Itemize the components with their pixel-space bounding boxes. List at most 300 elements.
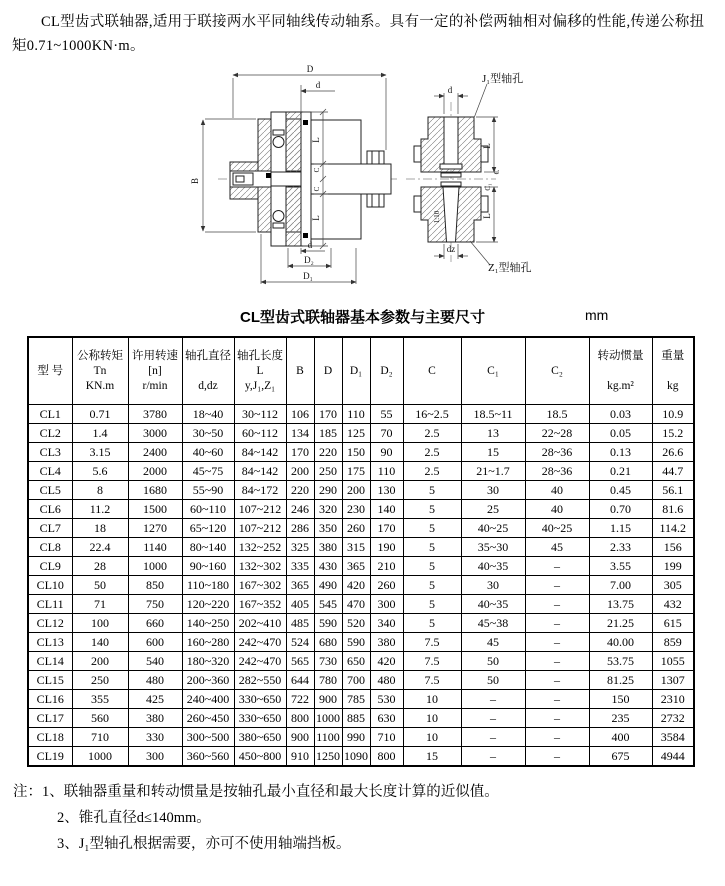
- cell: 18.5~11: [461, 405, 525, 424]
- cell: 28: [72, 557, 128, 576]
- cell: 40: [525, 481, 589, 500]
- table-title-row: [0, 306, 725, 330]
- table-row: [28, 462, 694, 481]
- cell: CL14: [28, 652, 72, 671]
- cell: 490: [314, 576, 342, 595]
- cell: 560: [72, 709, 128, 728]
- cell: 200: [342, 481, 370, 500]
- table-row: [28, 576, 694, 595]
- cell: 71: [72, 595, 128, 614]
- table-row: [28, 557, 694, 576]
- cell: 565: [286, 652, 314, 671]
- cell: 5: [403, 595, 461, 614]
- cell: –: [525, 652, 589, 671]
- cell: 130: [370, 481, 403, 500]
- cell: 0.13: [589, 443, 652, 462]
- cell: 650: [342, 652, 370, 671]
- technical-drawing: [138, 60, 668, 302]
- table-row: [28, 595, 694, 614]
- table-title: CL型齿式联轴器基本参数与主要尺寸: [240, 309, 485, 326]
- table-row: [28, 671, 694, 690]
- cell: 3.55: [589, 557, 652, 576]
- note-text: 1、联轴器重量和转动惯量是按轴孔最小直径和最大长度计算的近似值。: [42, 784, 499, 800]
- cell: 400: [589, 728, 652, 747]
- table-header-cell: D₁: [342, 337, 370, 405]
- cell: 1307: [652, 671, 694, 690]
- cell: 242~470: [234, 652, 286, 671]
- cell: 140~250: [182, 614, 234, 633]
- cell: 710: [72, 728, 128, 747]
- cell: 40.00: [589, 633, 652, 652]
- cell: 156: [652, 538, 694, 557]
- cell: 134: [286, 424, 314, 443]
- cell: 202~410: [234, 614, 286, 633]
- cell: –: [525, 557, 589, 576]
- cell: 84~172: [234, 481, 286, 500]
- cell: 185: [314, 424, 342, 443]
- cell: 425: [128, 690, 182, 709]
- cell: 80~140: [182, 538, 234, 557]
- cell: 290: [314, 481, 342, 500]
- cell: 55~90: [182, 481, 234, 500]
- cell: 28~36: [525, 443, 589, 462]
- cell: 170: [286, 443, 314, 462]
- cell: 1.15: [589, 519, 652, 538]
- cell: CL13: [28, 633, 72, 652]
- cell: 282~550: [234, 671, 286, 690]
- cell: 3.15: [72, 443, 128, 462]
- cell: 885: [342, 709, 370, 728]
- cell: CL17: [28, 709, 72, 728]
- cell: 81.25: [589, 671, 652, 690]
- cell: 644: [286, 671, 314, 690]
- table-header-cell: 重量 kg: [652, 337, 694, 405]
- cell: 1140: [128, 538, 182, 557]
- cell: 250: [72, 671, 128, 690]
- cell: 5.6: [72, 462, 128, 481]
- cell: CL2: [28, 424, 72, 443]
- cell: 2732: [652, 709, 694, 728]
- cell: 530: [370, 690, 403, 709]
- cell: 910: [286, 747, 314, 767]
- cell: 730: [314, 652, 342, 671]
- cell: 107~212: [234, 519, 286, 538]
- table-body: [28, 405, 694, 767]
- cell: 675: [589, 747, 652, 767]
- cell: 710: [370, 728, 403, 747]
- cell: 21.25: [589, 614, 652, 633]
- cell: 65~120: [182, 519, 234, 538]
- cell: 246: [286, 500, 314, 519]
- cell: 84~142: [234, 462, 286, 481]
- cell: 325: [286, 538, 314, 557]
- cell: 235: [589, 709, 652, 728]
- cell: 2.5: [403, 424, 461, 443]
- drawing-label: L: [482, 143, 492, 149]
- cell: –: [525, 709, 589, 728]
- cell: 470: [342, 595, 370, 614]
- cell: 1680: [128, 481, 182, 500]
- drawing-label: L: [311, 215, 321, 221]
- cell: 545: [314, 595, 342, 614]
- cell: CL10: [28, 576, 72, 595]
- cell: 40~35: [461, 557, 525, 576]
- cell: 1000: [128, 557, 182, 576]
- table-header-cell: 型 号: [28, 337, 72, 405]
- cell: 722: [286, 690, 314, 709]
- cell: 5: [403, 519, 461, 538]
- cell: –: [525, 747, 589, 767]
- cell: CL7: [28, 519, 72, 538]
- cell: 13: [461, 424, 525, 443]
- cell: 18: [72, 519, 128, 538]
- table-header-cell: 转动惯量 kg.m²: [589, 337, 652, 405]
- table-header-cell: C: [403, 337, 461, 405]
- cell: 420: [342, 576, 370, 595]
- cell: 240~400: [182, 690, 234, 709]
- drawing-label: C: [313, 167, 321, 173]
- cell: 35~30: [461, 538, 525, 557]
- cell: 56.1: [652, 481, 694, 500]
- cell: CL5: [28, 481, 72, 500]
- cell: 1270: [128, 519, 182, 538]
- cell: 380~650: [234, 728, 286, 747]
- cell: 7.5: [403, 633, 461, 652]
- cell: 200: [286, 462, 314, 481]
- cell: 260~450: [182, 709, 234, 728]
- cell: 15: [461, 443, 525, 462]
- cell: 5: [403, 500, 461, 519]
- cell: 120~220: [182, 595, 234, 614]
- cell: 750: [128, 595, 182, 614]
- cell: 3000: [128, 424, 182, 443]
- cell: 330: [128, 728, 182, 747]
- cell: 330~650: [234, 690, 286, 709]
- drawing-label: d: [315, 80, 321, 90]
- drawing-label: B: [190, 177, 200, 185]
- cell: 2.33: [589, 538, 652, 557]
- table-header-cell: 轴孔长度 L y,J₁,Z₁: [234, 337, 286, 405]
- cell: 100: [72, 614, 128, 633]
- drawing-area: [0, 60, 725, 304]
- cell: 380: [370, 633, 403, 652]
- cell: 2000: [128, 462, 182, 481]
- cell: 700: [342, 671, 370, 690]
- table-header-cell: D₂: [370, 337, 403, 405]
- table-row: [28, 405, 694, 424]
- table-row: [28, 633, 694, 652]
- cell: 590: [342, 633, 370, 652]
- cell: 5: [403, 576, 461, 595]
- cell: 365: [286, 576, 314, 595]
- cell: 30: [461, 481, 525, 500]
- cell: 1000: [314, 709, 342, 728]
- cell: 380: [128, 709, 182, 728]
- cell: 125: [342, 424, 370, 443]
- cell: 4944: [652, 747, 694, 767]
- cell: 150: [342, 443, 370, 462]
- cell: 420: [370, 652, 403, 671]
- cell: CL1: [28, 405, 72, 424]
- cell: 242~470: [234, 633, 286, 652]
- cell: 2310: [652, 690, 694, 709]
- table-row: [28, 728, 694, 747]
- cell: 15: [403, 747, 461, 767]
- cell: 16~2.5: [403, 405, 461, 424]
- table-header-cell: B: [286, 337, 314, 405]
- cell: 250: [314, 462, 342, 481]
- cell: 590: [314, 614, 342, 633]
- note-line: 3、J₁型轴孔根据需要，亦可不使用轴端挡板。: [57, 836, 351, 852]
- cell: 600: [128, 633, 182, 652]
- cell: 315: [342, 538, 370, 557]
- cell: 0.03: [589, 405, 652, 424]
- cell: 7.00: [589, 576, 652, 595]
- table-row: [28, 690, 694, 709]
- cell: 106: [286, 405, 314, 424]
- cell: 5: [403, 481, 461, 500]
- cell: 30~50: [182, 424, 234, 443]
- cell: 40~35: [461, 595, 525, 614]
- cell: 5: [403, 614, 461, 633]
- cell: 1055: [652, 652, 694, 671]
- cell: 220: [286, 481, 314, 500]
- cell: CL16: [28, 690, 72, 709]
- cell: 0.71: [72, 405, 128, 424]
- cell: 350: [314, 519, 342, 538]
- cell: 167~352: [234, 595, 286, 614]
- cell: 900: [286, 728, 314, 747]
- drawing-label: D: [306, 64, 314, 74]
- cell: 10: [403, 709, 461, 728]
- cell: 405: [286, 595, 314, 614]
- cell: CL6: [28, 500, 72, 519]
- cell: 60~112: [234, 424, 286, 443]
- cell: 40: [525, 500, 589, 519]
- cell: 1000: [72, 747, 128, 767]
- cell: 167~302: [234, 576, 286, 595]
- drawing-label: 1:10: [433, 210, 441, 224]
- cell: –: [525, 671, 589, 690]
- cell: 40~25: [525, 519, 589, 538]
- table-row: [28, 481, 694, 500]
- cell: 430: [314, 557, 342, 576]
- cell: 22~28: [525, 424, 589, 443]
- table-header-cell: D: [314, 337, 342, 405]
- cell: 2.5: [403, 443, 461, 462]
- cell: 780: [314, 671, 342, 690]
- cell: 305: [652, 576, 694, 595]
- table-row: [28, 709, 694, 728]
- cell: 800: [286, 709, 314, 728]
- cell: 859: [652, 633, 694, 652]
- cell: 260: [370, 576, 403, 595]
- cell: 7.5: [403, 671, 461, 690]
- cell: 11.2: [72, 500, 128, 519]
- cell: 160~280: [182, 633, 234, 652]
- drawing-label: d: [307, 240, 313, 250]
- cell: 524: [286, 633, 314, 652]
- note-line: 2、锥孔直径d≤140mm。: [57, 810, 211, 826]
- drawing-label: d: [447, 85, 453, 95]
- header-row: [28, 337, 694, 405]
- intro-paragraph: CL型齿式联轴器,适用于联接两水平同轴线传动轴系。具有一定的补偿两轴相对偏移的性能,传递公称扭矩0.71~1000KN·m。: [12, 14, 705, 54]
- cell: CL4: [28, 462, 72, 481]
- cell: 50: [72, 576, 128, 595]
- cell: 0.45: [589, 481, 652, 500]
- drawing-label: C: [313, 186, 321, 192]
- cell: 680: [314, 633, 342, 652]
- unit-label: mm: [585, 307, 609, 323]
- cell: 40~25: [461, 519, 525, 538]
- cell: –: [525, 728, 589, 747]
- cell: 660: [128, 614, 182, 633]
- table-header-cell: C₂: [525, 337, 589, 405]
- cell: 5: [403, 538, 461, 557]
- cell: 110~180: [182, 576, 234, 595]
- table-row: [28, 424, 694, 443]
- cell: 1250: [314, 747, 342, 767]
- table-row: [28, 614, 694, 633]
- notes: [13, 779, 725, 857]
- cell: 60~110: [182, 500, 234, 519]
- cell: 260: [342, 519, 370, 538]
- cell: 10.9: [652, 405, 694, 424]
- cell: CL15: [28, 671, 72, 690]
- cell: 630: [370, 709, 403, 728]
- cell: 110: [370, 462, 403, 481]
- cell: CL12: [28, 614, 72, 633]
- cell: 150: [589, 690, 652, 709]
- drawing-label: D₂: [304, 255, 314, 265]
- cell: 110: [342, 405, 370, 424]
- drawing-label: J₁型轴孔: [482, 73, 524, 85]
- table-header-cell: 轴孔直径 d,dz: [182, 337, 234, 405]
- cell: 45~75: [182, 462, 234, 481]
- cell: 1500: [128, 500, 182, 519]
- cell: 25: [461, 500, 525, 519]
- cell: 50: [461, 652, 525, 671]
- cell: 320: [314, 500, 342, 519]
- cell: 70: [370, 424, 403, 443]
- cell: 3780: [128, 405, 182, 424]
- cell: 30~112: [234, 405, 286, 424]
- cell: CL8: [28, 538, 72, 557]
- cell: 170: [314, 405, 342, 424]
- table-header-cell: C₁: [461, 337, 525, 405]
- cell: 84~142: [234, 443, 286, 462]
- cell: 114.2: [652, 519, 694, 538]
- cell: 18.5: [525, 405, 589, 424]
- cell: 1100: [314, 728, 342, 747]
- cell: 360~560: [182, 747, 234, 767]
- cell: 800: [370, 747, 403, 767]
- cell: 286: [286, 519, 314, 538]
- cell: 199: [652, 557, 694, 576]
- cell: 40~60: [182, 443, 234, 462]
- cell: 107~212: [234, 500, 286, 519]
- cell: –: [525, 576, 589, 595]
- cell: 28~36: [525, 462, 589, 481]
- cell: –: [461, 747, 525, 767]
- cell: 18~40: [182, 405, 234, 424]
- cell: 1090: [342, 747, 370, 767]
- drawing-label: dz: [446, 244, 456, 254]
- cell: 26.6: [652, 443, 694, 462]
- table-header-cell: 许用转速 [n] r/min: [128, 337, 182, 405]
- cell: 81.6: [652, 500, 694, 519]
- cell: 175: [342, 462, 370, 481]
- cell: 90: [370, 443, 403, 462]
- cell: –: [525, 595, 589, 614]
- cell: 10: [403, 690, 461, 709]
- note-line: [13, 779, 725, 805]
- table-row: [28, 443, 694, 462]
- cell: CL18: [28, 728, 72, 747]
- cell: 0.05: [589, 424, 652, 443]
- cell: CL19: [28, 747, 72, 767]
- drawing-label: C: [493, 169, 501, 175]
- cell: 432: [652, 595, 694, 614]
- cell: 21~1.7: [461, 462, 525, 481]
- cell: CL3: [28, 443, 72, 462]
- cell: 190: [370, 538, 403, 557]
- cell: 30: [461, 576, 525, 595]
- drawing-label: C₁: [484, 183, 492, 191]
- cell: 520: [342, 614, 370, 633]
- cell: 132~302: [234, 557, 286, 576]
- cell: 44.7: [652, 462, 694, 481]
- cell: 485: [286, 614, 314, 633]
- cell: 45~38: [461, 614, 525, 633]
- cell: CL9: [28, 557, 72, 576]
- cell: 2400: [128, 443, 182, 462]
- table-row: [28, 519, 694, 538]
- cell: –: [461, 728, 525, 747]
- cell: 850: [128, 576, 182, 595]
- cell: 900: [314, 690, 342, 709]
- table-row: [28, 500, 694, 519]
- cell: CL11: [28, 595, 72, 614]
- cell: 230: [342, 500, 370, 519]
- cell: 480: [370, 671, 403, 690]
- cell: 380: [314, 538, 342, 557]
- table-row: [28, 747, 694, 767]
- cell: 90~160: [182, 557, 234, 576]
- cell: 3584: [652, 728, 694, 747]
- cell: 140: [72, 633, 128, 652]
- cell: 200: [72, 652, 128, 671]
- cell: 53.75: [589, 652, 652, 671]
- cell: 300: [128, 747, 182, 767]
- drawing-label: L: [311, 137, 321, 143]
- cell: 785: [342, 690, 370, 709]
- cell: 55: [370, 405, 403, 424]
- cell: 210: [370, 557, 403, 576]
- drawing-label: D₁: [303, 271, 313, 281]
- cell: 50: [461, 671, 525, 690]
- cell: 615: [652, 614, 694, 633]
- table-header-cell: 公称转矩 Tn KN.m: [72, 337, 128, 405]
- cell: 200~360: [182, 671, 234, 690]
- cell: 300: [370, 595, 403, 614]
- cell: 330~650: [234, 709, 286, 728]
- table-row: [28, 538, 694, 557]
- table-row: [28, 652, 694, 671]
- cell: 45: [525, 538, 589, 557]
- cell: 480: [128, 671, 182, 690]
- cell: 335: [286, 557, 314, 576]
